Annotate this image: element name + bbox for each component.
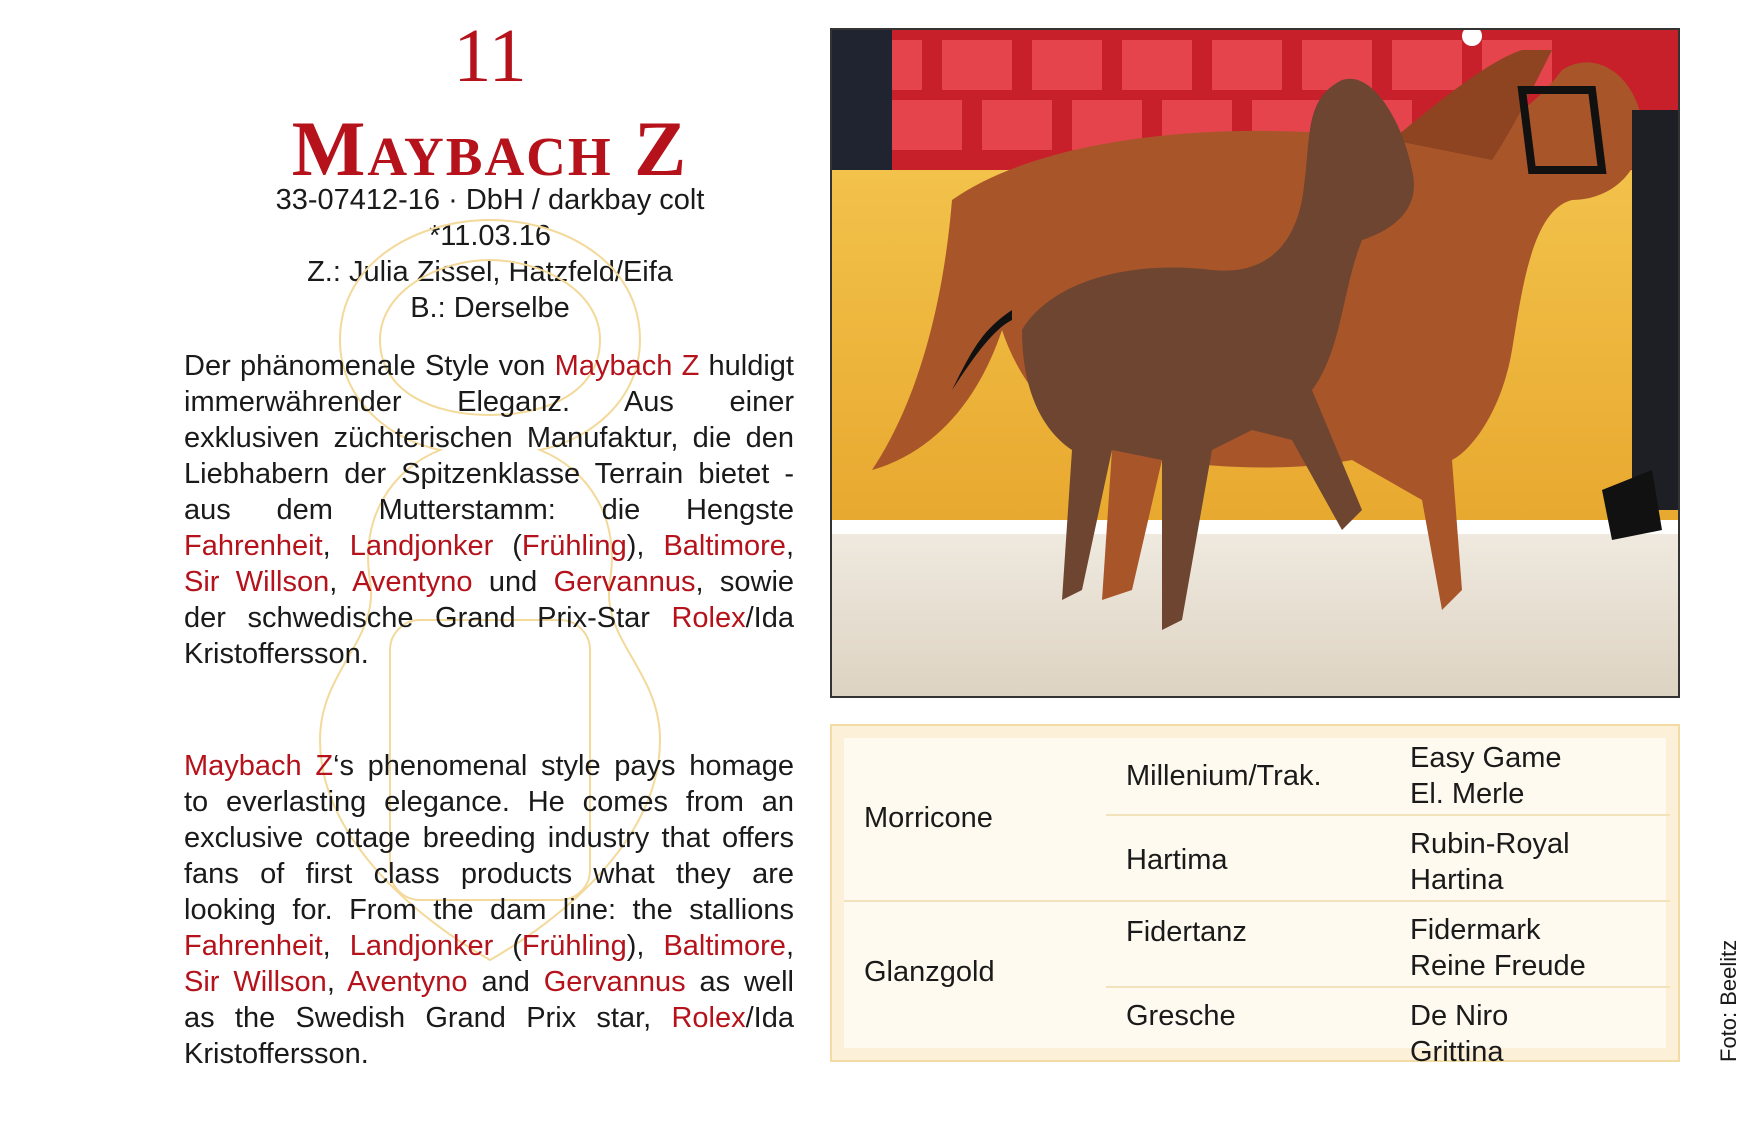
horse-name: Maybach Z (291, 105, 689, 192)
text-run: ( (493, 930, 522, 962)
pedigree-divider (1106, 814, 1670, 816)
sire: Morricone (864, 802, 993, 834)
breeder-line: Z.: Julia Zissel, Hatzfeld/Eifa (307, 256, 673, 288)
text-run: ‘s phenomenal style pays homage to everlasting elegance. He comes from an exclusive cottage breeding industry that offers fans of first class products what they are looking for. From the dam line: the stallions (184, 750, 794, 926)
pedigree-divider (844, 900, 1670, 902)
text-run: , (322, 530, 350, 562)
dam-dam: Gresche (1126, 1000, 1236, 1032)
highlighted-name: Maybach Z (184, 750, 334, 782)
highlighted-name: Fahrenheit (184, 930, 323, 962)
pedigree-ancestor: Grittina (1410, 1036, 1504, 1068)
text-run: , (326, 966, 348, 998)
text-run: ), (626, 530, 664, 562)
highlighted-name: Landjonker (349, 530, 494, 562)
highlighted-name: Gervannus (553, 566, 696, 598)
horse-photo (830, 28, 1680, 698)
highlighted-name: Frühling (521, 530, 627, 562)
lot-number: 11 (453, 14, 527, 98)
photo-credit: Foto: Beelitz (1716, 939, 1741, 1062)
pedigree-ancestor: Reine Freude (1410, 950, 1586, 982)
highlighted-name: Rolex (671, 602, 746, 634)
sire-sire: Millenium/Trak. (1126, 760, 1322, 792)
highlighted-name: Aventyno (352, 566, 473, 598)
text-run: , (329, 566, 353, 598)
pedigree-ancestor: Easy Game (1410, 742, 1562, 774)
description-german (184, 348, 794, 672)
highlighted-name: Fahrenheit (184, 530, 323, 562)
dam-sire: Fidertanz (1126, 916, 1247, 948)
highlighted-name: Frühling (521, 930, 627, 962)
text-run: Der phänomenale Style von (184, 350, 555, 382)
text-run: /Ida Kristoffersson. (184, 602, 794, 670)
highlighted-name: Maybach Z (554, 350, 700, 382)
text-run: ( (493, 530, 522, 562)
pedigree-ancestor: De Niro (1410, 1000, 1509, 1032)
text-run: , (785, 930, 794, 962)
highlighted-name: Rolex (671, 1002, 746, 1034)
sire-dam: Hartima (1126, 844, 1228, 876)
registration-line: 33-07412-16 · DbH / darkbay colt (275, 184, 705, 216)
text-run: , (785, 530, 794, 562)
highlighted-name: Landjonker (349, 930, 494, 962)
text-run: huldigt immerwährender Eleganz. Aus einer exklusiven züchterischen Manufaktur, die den Liebhabern der Spitzenklasse Terrain bietet - aus dem Mutterstamm: die Hengste (184, 350, 794, 526)
highlighted-name: Sir Willson (184, 966, 327, 998)
pedigree-divider (1106, 986, 1670, 988)
pedigree-ancestor: El. Merle (1410, 778, 1525, 810)
highlighted-name: Aventyno (347, 966, 468, 998)
highlighted-name: Baltimore (663, 930, 786, 962)
highlighted-name: Baltimore (663, 530, 786, 562)
text-run: and (467, 966, 544, 998)
text-run: , sowie der schwedische Grand Prix-Star (184, 566, 795, 634)
text-run: ), (626, 930, 664, 962)
pedigree-ancestor: Fidermark (1410, 914, 1541, 946)
mare-and-foal-image (832, 30, 1678, 696)
text-run: /Ida Kristoffersson. (184, 1002, 794, 1070)
text-run: und (472, 566, 554, 598)
owner-line: B.: Derselbe (410, 292, 570, 324)
description-english (184, 748, 794, 1072)
text-run: as well as the Swedish Grand Prix star, (184, 966, 794, 1034)
pedigree-inner (844, 738, 1666, 1068)
highlighted-name: Gervannus (543, 966, 686, 998)
text-run: , (322, 930, 350, 962)
pedigree-ancestor: Rubin-Royal (1410, 828, 1570, 860)
pedigree-ancestor: Hartina (1410, 864, 1504, 896)
dam: Glanzgold (864, 956, 995, 988)
birth-date: *11.03.16 (428, 220, 552, 252)
pedigree-table (830, 724, 1680, 1068)
highlighted-name: Sir Willson (184, 566, 330, 598)
